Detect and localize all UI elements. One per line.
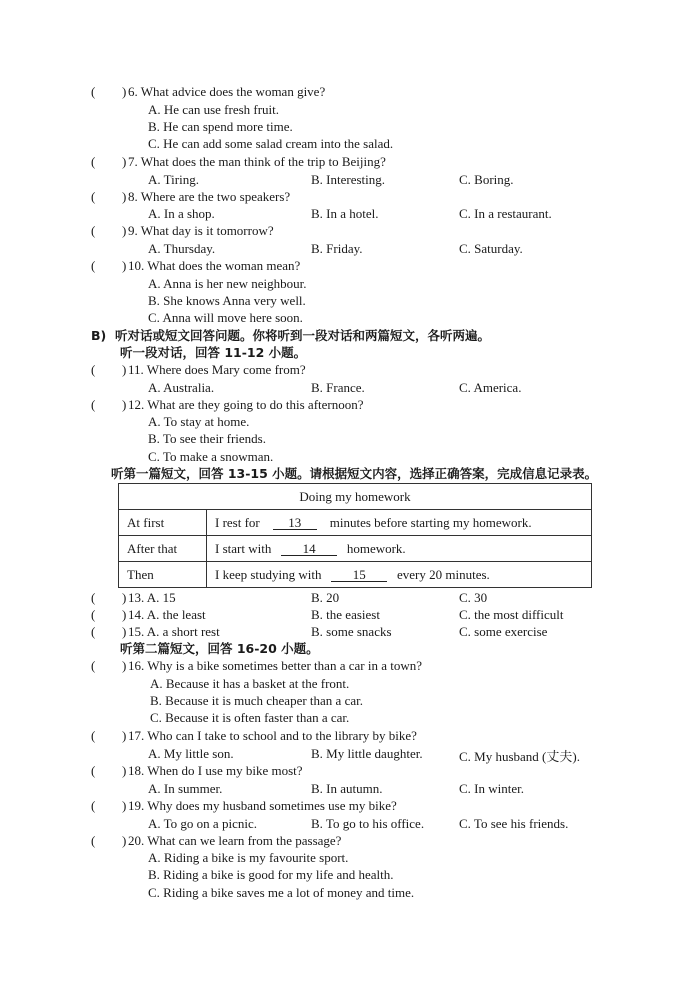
option-c[interactable]: C. He can add some salad cream into the salad. xyxy=(148,136,394,151)
option-a[interactable]: A. My little son. xyxy=(148,746,234,761)
option-c[interactable]: C. Anna will move here soon. xyxy=(148,310,303,325)
option-a[interactable]: A. 15 xyxy=(146,590,176,605)
option-b[interactable]: B. In a hotel. xyxy=(311,206,379,221)
option-b[interactable]: B. 20 xyxy=(311,590,340,605)
option-a[interactable]: A. Because it has a basket at the front. xyxy=(150,676,350,691)
option-c[interactable]: C. In winter. xyxy=(459,781,524,796)
option-a[interactable]: A. Anna is her new neighbour. xyxy=(148,276,307,291)
option-c[interactable]: C. the most difficult xyxy=(459,607,564,622)
option-b[interactable]: B. Riding a bike is good for my life and health. xyxy=(148,867,394,882)
option-c[interactable]: C. America. xyxy=(459,380,522,395)
row-label: At first xyxy=(119,510,207,536)
row-content: I start with 14 homework. xyxy=(207,536,592,562)
question-text: Where does Mary come from? xyxy=(146,362,306,377)
question-text: When do I use my bike most? xyxy=(147,763,303,778)
question-text: What advice does the woman give? xyxy=(140,84,326,99)
question-text: What are they going to do this afternoon? xyxy=(147,397,364,412)
option-b[interactable]: B. some snacks xyxy=(311,624,392,639)
option-b[interactable]: B. To go to his office. xyxy=(311,816,425,831)
question-number: 9. xyxy=(128,223,138,238)
question-text: What can we learn from the passage? xyxy=(147,833,342,848)
option-a[interactable]: A. the least xyxy=(146,607,206,622)
question-text: What does the man think of the trip to Beijing? xyxy=(140,154,386,169)
option-b[interactable]: B. He can spend more time. xyxy=(148,119,293,134)
option-c[interactable]: C. 30 xyxy=(459,590,488,605)
option-b[interactable]: B. France. xyxy=(311,380,365,395)
option-b[interactable]: B. My little daughter. xyxy=(311,746,423,761)
question-number: 18. xyxy=(128,763,145,778)
question-text: Why is a bike sometimes better than a car in a town? xyxy=(147,658,422,673)
question-text: Why does my husband sometimes use my bike? xyxy=(147,798,397,813)
question-text: Who can I take to school and to the library by bike? xyxy=(147,728,417,743)
option-a[interactable]: A. To stay at home. xyxy=(148,414,250,429)
passage-1-instruction: 听第一篇短文，回答 13-15 小题。请根据短文内容，选择正确答案，完成信息记录表。 xyxy=(111,466,598,481)
exam-page: ( ) 6. What advice does the woman give? A. He can use fresh fruit. B. He can spend more time. C. He can add some salad cream into the salad. ( ) 7. What does the man think of the trip to Beijing? A. Tiring. B. Interesting. C. Boring. ( ) 8. Where are the two speakers? A. In a shop. B. In a hotel. C. In a restaurant. ( ) 9. What day is it tomorrow? A. Thursday. B. Friday. C. Saturday. ( ) 10. What does the woman mean? A. Anna is her new neighbour. B. She knows Anna very well. C. Anna will move here soon. B) 听对话或短文回答问题。你将听到一段对话和两篇短文，各听两遍。 听一段对话，回答 11-12 小题。 ( ) 11. Where does Mary come from? A. Australia. B. France. C. America. ( ) 12. What are they going to do this afternoon? A. To stay at home. B. To see their friends. C. To make a snowman. 听第一篇短文，回答 13-15 小题。请根据短文内容，选择正确答案，完成信息记录表。 Doing my homework At first I rest for 13 minutes before starting my homework. After that I start with 14 homework. Then I keep studying with 15 every 20 minutes. ( ) 13. A. 15 B. 20 C. 30 ( ) 14. A. the least B. the easiest C. the most difficult ( ) 15. A. a short rest B. some snacks C. some exercise 听第二篇短文，回答 16-20 小题。 ( ) 16. Why is a bike sometimes better than a car in a town? A. Because it has a basket at the front. B. Because it is much cheaper than a car. C. Because it is often faster than a car. ( ) 17. Who can I take to school and to the library by bike? A. My little son. B. My little daughter. C. My husband (丈夫). ( ) 18. When do I use my bike most? A. In summer. B. In autumn. C. In winter. ( ) 19. Why does my husband sometimes use my bike? A. To go on a picnic. B. To go to his office. C. To see his friends. ( ) 20. What can we learn from the passage? A. Riding a bike is my favourite sport. B. Riding a bike is good for my life and health. C. Riding a bike saves me a lot of money and time. xyxy=(91,84,598,900)
option-c[interactable]: C. some exercise xyxy=(459,624,548,639)
option-a[interactable]: A. Thursday. xyxy=(148,241,216,256)
option-b[interactable]: B. Because it is much cheaper than a car. xyxy=(150,693,363,708)
table-title: Doing my homework xyxy=(119,484,592,510)
question-number: 11. xyxy=(128,362,144,377)
question-text: What day is it tomorrow? xyxy=(140,223,274,238)
table-row xyxy=(119,510,592,536)
question-text: Where are the two speakers? xyxy=(140,189,291,204)
question-text: What does the woman mean? xyxy=(147,258,301,273)
option-c[interactable]: C. My husband (丈夫). xyxy=(459,749,580,764)
question-number: 13. xyxy=(128,590,145,605)
option-a[interactable]: A. a short rest xyxy=(146,624,220,639)
question-number: 12. xyxy=(128,397,145,412)
answer-blank-13[interactable]: 13 xyxy=(273,516,317,530)
option-b[interactable]: B. the easiest xyxy=(311,607,380,622)
row-content: I keep studying with 15 every 20 minutes. xyxy=(207,562,592,588)
option-a[interactable]: A. Riding a bike is my favourite sport. xyxy=(148,850,349,865)
section-b-heading xyxy=(91,328,490,344)
option-b[interactable]: B. In autumn. xyxy=(311,781,383,796)
option-a[interactable]: A. To go on a picnic. xyxy=(148,816,257,831)
option-c[interactable]: C. Boring. xyxy=(459,172,514,187)
table-row xyxy=(119,536,592,562)
option-a[interactable]: A. Australia. xyxy=(148,380,215,395)
question-number: 19. xyxy=(128,798,145,813)
row-label: Then xyxy=(119,562,207,588)
option-a[interactable]: A. Tiring. xyxy=(148,172,199,187)
option-b[interactable]: B. Interesting. xyxy=(311,172,386,187)
question-number: 8. xyxy=(128,189,138,204)
question-number: 20. xyxy=(128,833,145,848)
question-number: 15. xyxy=(128,624,145,639)
option-a[interactable]: A. He can use fresh fruit. xyxy=(148,102,280,117)
question-number: 6. xyxy=(128,84,138,99)
question-number: 7. xyxy=(128,154,138,169)
answer-blank-15[interactable]: 15 xyxy=(331,568,387,582)
section-instruction: 听对话或短文回答问题。你将听到一段对话和两篇短文，各听两遍。 xyxy=(114,328,490,343)
question-number: 16. xyxy=(128,658,145,673)
row-label: After that xyxy=(119,536,207,562)
question-number: 14. xyxy=(128,607,145,622)
option-c[interactable]: C. Riding a bike saves me a lot of money and time. xyxy=(148,885,415,900)
row-content: I rest for 13 minutes before starting my homework. xyxy=(207,510,592,536)
question-number: 17. xyxy=(128,728,145,743)
option-c[interactable]: C. To see his friends. xyxy=(459,816,569,831)
option-b[interactable]: B. Friday. xyxy=(311,241,363,256)
option-c[interactable]: C. Saturday. xyxy=(459,241,523,256)
option-c[interactable]: C. In a restaurant. xyxy=(459,206,552,221)
passage-2-instruction: 听第二篇短文，回答 16-20 小题。 xyxy=(120,641,319,656)
option-b[interactable]: B. To see their friends. xyxy=(148,431,266,446)
dialogue-instruction: 听一段对话，回答 11-12 小题。 xyxy=(120,345,307,360)
question-number: 10. xyxy=(128,258,145,273)
option-a[interactable]: A. In a shop. xyxy=(148,206,215,221)
info-record-table xyxy=(118,483,592,588)
option-c[interactable]: C. Because it is often faster than a car. xyxy=(150,710,350,725)
answer-blank-14[interactable]: 14 xyxy=(281,542,337,556)
table-row xyxy=(119,562,592,588)
option-c[interactable]: C. To make a snowman. xyxy=(148,449,274,464)
option-a[interactable]: A. In summer. xyxy=(148,781,223,796)
option-b[interactable]: B. She knows Anna very well. xyxy=(148,293,306,308)
section-label: B) xyxy=(91,328,107,343)
